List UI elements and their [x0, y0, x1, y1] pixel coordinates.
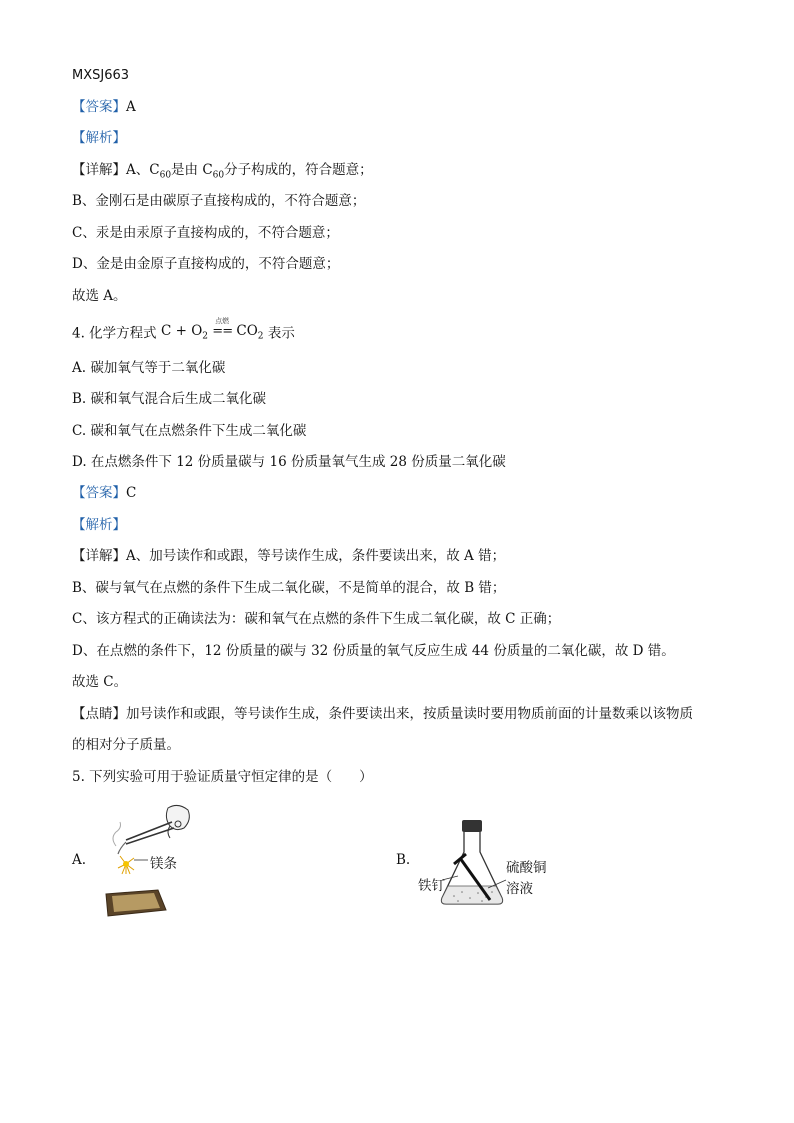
q4-answer: C [126, 485, 137, 501]
q4-analysis-tag: 【解析】 [72, 517, 126, 533]
q4-option-c: C. 碳和氧气在点燃条件下生成二氧化碳 [72, 423, 307, 439]
subscript-60: 60 [159, 170, 172, 181]
q4-option-b: B. 碳和氧气混合后生成二氧化碳 [72, 391, 267, 407]
q5-option-b-solution-label-1: 硫酸铜 [506, 860, 547, 876]
eq-product: CO [236, 323, 258, 339]
q4-option-d: D. 在点燃条件下 12 份质量碳与 16 份质量氧气生成 28 份质量二氧化碳 [72, 454, 506, 470]
q3-conclusion: 故选 A。 [72, 288, 127, 304]
q3-answer: A [126, 99, 136, 115]
eq-condition: 点燃 [215, 317, 230, 325]
detail-a-text: A、加号读作和或跟，等号读作生成，条件要读出来，故 A 错； [126, 548, 506, 564]
detail-a-mid: 是由 C [171, 162, 213, 178]
chemical-equation [160, 317, 264, 347]
q3-detail-b: B、金刚石是由碳原子直接构成的，不符合题意； [72, 193, 366, 209]
q3-detail-c: C、汞是由汞原子直接构成的，不符合题意； [72, 225, 339, 241]
eq-reactants: C + O [160, 323, 203, 339]
q4-stem-post: 表示 [267, 325, 295, 342]
q5-option-b-nail-label: 铁钉 [418, 878, 445, 894]
eq-sign-group [212, 317, 233, 342]
q5-option-b-letter: B. [396, 852, 411, 868]
detail-a-pre: A、C [126, 162, 160, 178]
q4-answer-line [72, 483, 734, 503]
answer-tag: 【答案】 [72, 485, 126, 501]
magnesium-burning-illustration [96, 798, 196, 920]
answer-tag: 【答案】 [72, 99, 126, 115]
q5-stem: 5. 下列实验可用于验证质量守恒定律的是（ ） [72, 769, 373, 785]
comment-tag: 【点睛】 [72, 706, 126, 722]
detail-a-post: 分子构成的，符合题意； [224, 162, 373, 178]
q4-conclusion: 故选 C。 [72, 674, 128, 690]
doc-code: MXSJ663 [72, 68, 130, 83]
eq-o-subscript: 2 [202, 331, 208, 342]
q4-option-a: A. 碳加氧气等于二氧化碳 [72, 360, 226, 376]
q5-option-a-label: 镁条 [150, 856, 177, 872]
q4-stem [72, 317, 734, 347]
q3-detail-d: D、金是由金原子直接构成的，不符合题意； [72, 256, 340, 272]
comment-line-1: 加号读作和或跟，等号读作生成，条件要读出来，按质量读时要用物质前面的计量数乘以该物质 [126, 706, 693, 722]
q4-stem-pre: 4. 化学方程式 [72, 325, 157, 342]
q4-detail-a [72, 546, 734, 566]
q4-detail-b: B、碳与氧气在点燃的条件下生成二氧化碳，不是简单的混合，故 B 错； [72, 580, 506, 596]
detail-tag: 【详解】 [72, 162, 126, 178]
flask-illustration [424, 818, 514, 910]
q5-option-b-solution-label-2: 溶液 [506, 881, 533, 897]
eq-co-subscript: 2 [257, 331, 264, 342]
q4-detail-d: D、在点燃的条件下，12 份质量的碳与 32 份质量的氧气反应生成 44 份质量的二氧化碳，故 D 错。 [72, 643, 675, 659]
q4-comment [72, 704, 734, 724]
q3-detail-a [72, 160, 734, 186]
detail-tag: 【详解】 [72, 548, 126, 564]
subscript-60: 60 [212, 170, 225, 181]
q5-option-a-letter: A. [72, 852, 87, 868]
q4-detail-c: C、该方程式的正确读法为：碳和氧气在点燃的条件下生成二氧化碳，故 C 正确； [72, 611, 561, 627]
q3-answer-line [72, 97, 734, 117]
eq-sign: == [212, 324, 233, 339]
q3-analysis-tag: 【解析】 [72, 130, 126, 146]
q4-comment-2: 的相对分子质量。 [72, 737, 180, 753]
